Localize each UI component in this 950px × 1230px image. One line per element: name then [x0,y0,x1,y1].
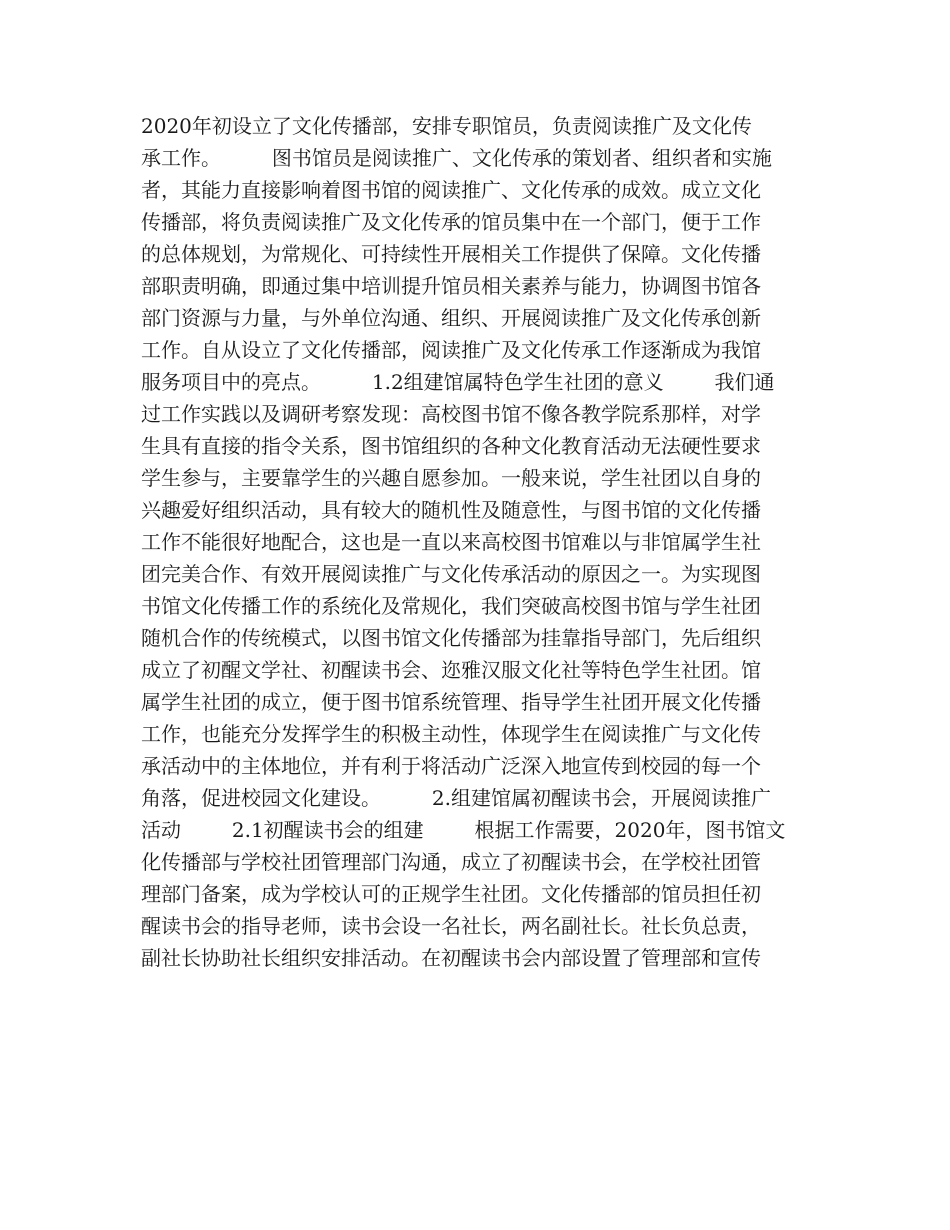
text-line: 化传播部与学校社团管理部门沟通，成立了初醒读书会，在学校社团管 [141,850,761,874]
text-line: 属学生社团的成立，便于图书馆系统管理、指导学生社团开展文化传播 [141,690,761,714]
text-line: 活动 2.1初醒读书会的组建 根据工作需要，2020年，图书馆文 [141,818,786,842]
text-line: 随机合作的传统模式，以图书馆文化传播部为挂靠指导部门，先后组织 [141,626,761,650]
text-line: 学生参与，主要靠学生的兴趣自愿参加。一般来说，学生社团以自身的 [141,466,761,490]
text-line: 生具有直接的指令关系，图书馆组织的各种文化教育活动无法硬性要求 [141,434,761,458]
text-line: 部门资源与力量，与外单位沟通、组织、开展阅读推广及文化传承创新 [141,306,761,330]
text-line: 过工作实践以及调研考察发现：高校图书馆不像各教学院系那样，对学 [141,402,761,426]
text-line: 部职责明确，即通过集中培训提升馆员相关素养与能力，协调图书馆各 [141,274,761,298]
text-line: 工作，也能充分发挥学生的积极主动性，体现学生在阅读推广与文化传 [141,722,761,746]
text-line: 成立了初醒文学社、初醒读书会、迩雅汉服文化社等特色学生社团。馆 [141,658,761,682]
text-line: 书馆文化传播工作的系统化及常规化，我们突破高校图书馆与学生社团 [141,594,761,618]
text-line: 者，其能力直接影响着图书馆的阅读推广、文化传承的成效。成立文化 [141,178,761,202]
text-line: 理部门备案，成为学校认可的正规学生社团。文化传播部的馆员担任初 [141,882,761,906]
text-line: 2020年初设立了文化传播部，安排专职馆员，负责阅读推广及文化传 [141,114,752,138]
text-line: 工作不能很好地配合，这也是一直以来高校图书馆难以与非馆属学生社 [141,530,761,554]
text-line: 服务项目中的亮点。 1.2组建馆属特色学生社团的意义 我们通 [141,370,775,394]
text-line: 工作。自从设立了文化传播部，阅读推广及文化传承工作逐渐成为我馆 [141,338,761,362]
text-line: 承工作。 图书馆员是阅读推广、文化传承的策划者、组织者和实施 [141,146,772,170]
text-line: 角落，促进校园文化建设。 2.组建馆属初醒读书会，开展阅读推广 [141,786,771,810]
text-line: 团完美合作、有效开展阅读推广与文化传承活动的原因之一。为实现图 [141,562,761,586]
text-line: 承活动中的主体地位，并有利于将活动广泛深入地宣传到校园的每一个 [141,754,761,778]
document-body [141,110,811,974]
text-line: 兴趣爱好组织活动，具有较大的随机性及随意性，与图书馆的文化传播 [141,498,761,522]
text-line: 传播部，将负责阅读推广及文化传承的馆员集中在一个部门，便于工作 [141,210,761,234]
text-line: 副社长协助社长组织安排活动。在初醒读书会内部设置了管理部和宣传 [141,946,761,970]
text-line: 醒读书会的指导老师，读书会设一名社长，两名副社长。社长负总责， [141,914,761,938]
text-line: 的总体规划，为常规化、可持续性开展相关工作提供了保障。文化传播 [141,242,761,266]
